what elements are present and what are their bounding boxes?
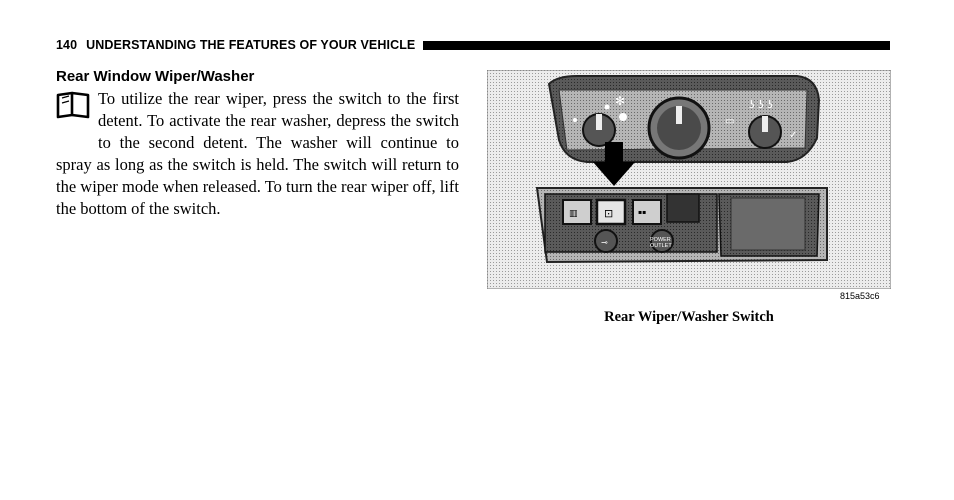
page-header [56,37,890,53]
header-rule [423,41,890,50]
page-number: 140 [56,38,78,52]
body-paragraph [56,88,459,220]
figure-caption: Rear Wiper/Washer Switch [604,309,774,325]
svg-text:▪▪: ▪▪ [638,209,647,216]
svg-text:⊸: ⊸ [601,238,608,247]
wiper-washer-switch-illustration [487,70,891,289]
power-outlet-label-line1: POWER [650,237,671,243]
figure-id: 815a53c6 [840,291,880,301]
paragraph-text: To utilize the rear wiper, press the switch to the first detent. To activate the rear washer, depress the switch to the second detent. The washer will continue to spray as long as the switch is held. The switch will return to the wiper mode when released. To turn the rear wiper off, lift the bottom of the switch. [56,89,459,218]
chapter-title: UNDERSTANDING THE FEATURES OF YOUR VEHICLE [86,38,416,52]
svg-text:✻: ✻ [615,94,626,108]
svg-text:⊡: ⊡ [604,207,614,220]
svg-text:▭: ▭ [725,116,735,127]
power-outlet-label-line2: OUTLET [650,243,672,249]
svg-text:▥: ▥ [569,209,578,219]
section-title: Rear Window Wiper/Washer [56,68,255,85]
svg-text:ʖ ʖ ʖ: ʖ ʖ ʖ [749,98,773,111]
svg-text:✓: ✓ [789,130,798,141]
